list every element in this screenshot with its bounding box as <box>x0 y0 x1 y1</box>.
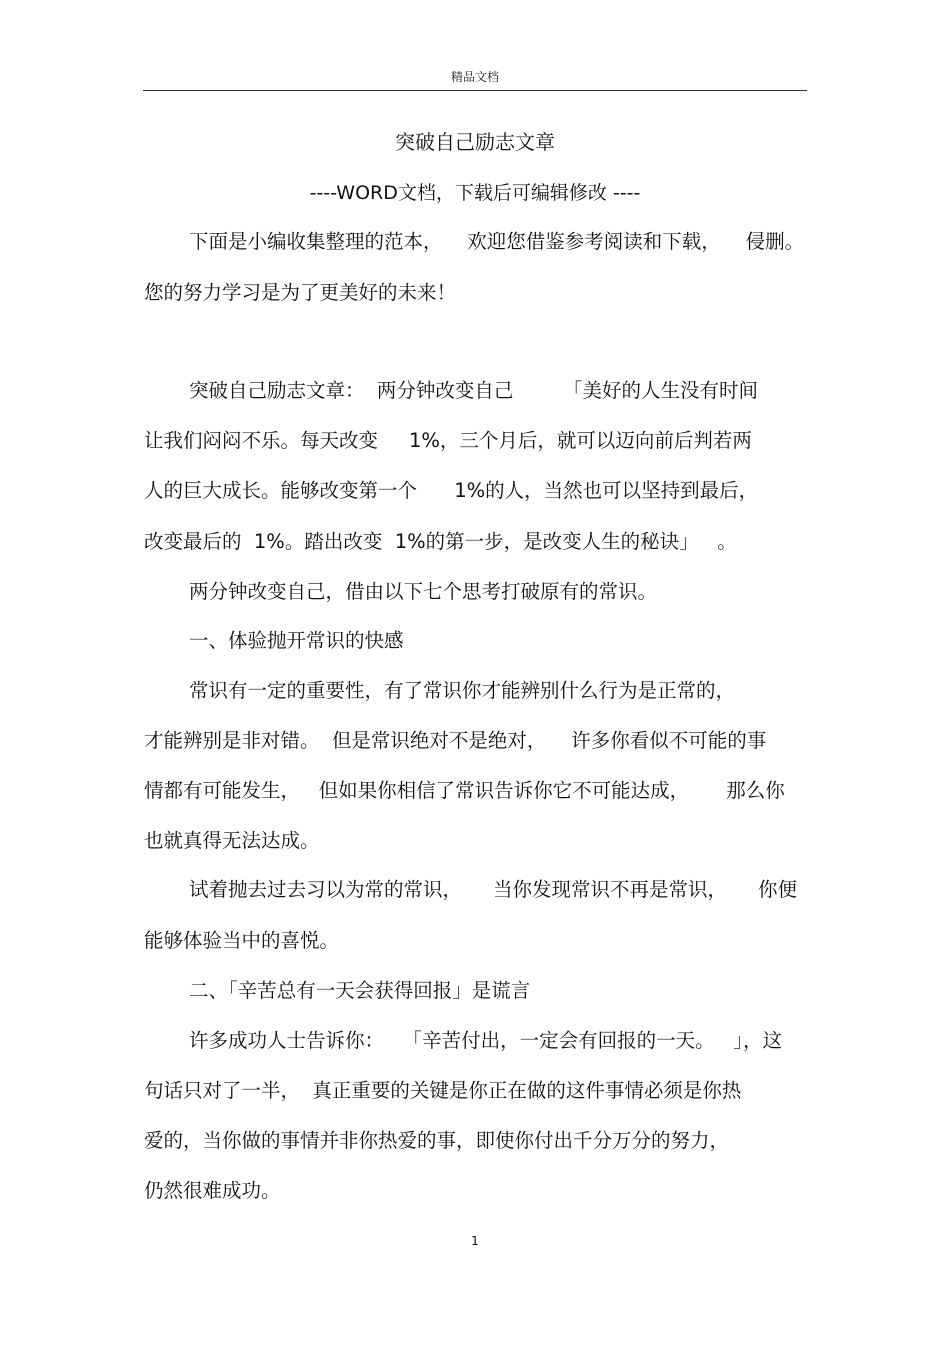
body-line: 改变最后的 1%。踏出改变 1%的第一步，是改变人生的秘诀」 。 <box>144 530 737 553</box>
body-line: 爱的，当你做的事情并非你热爱的事，即使你付出千分万分的努力， <box>144 1129 730 1152</box>
document-subtitle: ----WORD文档，下载后可编辑修改 ---- <box>309 182 641 204</box>
document-title: 突破自己励志文章 <box>395 130 555 154</box>
header-divider <box>143 90 807 91</box>
body-line: 情都有可能发生， 但如果你相信了常识告诉你它不可能达成， 那么你 <box>144 779 785 802</box>
body-line: 才能辨别是非对错。 但是常识绝对不是绝对， 许多你看似不可能的事 <box>144 729 767 752</box>
body-line: 人的巨大成长。能够改变第一个 1%的人，当然也可以坚持到最后， <box>144 479 759 502</box>
body-line: 句话只对了一半， 真正重要的关键是你正在做的这件事情必须是你热 <box>144 1079 742 1102</box>
header-text: 精品文档 <box>450 70 499 84</box>
section-heading: 一、体验抛开常识的快感 <box>189 629 404 652</box>
body-line: 两分钟改变自己，借由以下七个思考打破原有的常识。 <box>189 580 658 603</box>
body-line: 也就真得无法达成。 <box>144 829 320 852</box>
body-line: 仍然很难成功。 <box>144 1179 281 1202</box>
body-line: 您的努力学习是为了更美好的未来！ <box>144 281 457 304</box>
body-line: 试着抛去过去习以为常的常识， 当你发现常识不再是常识， 你便 <box>189 878 797 901</box>
body-line: 许多成功人士告诉你： 「辛苦付出，一定会有回报的一天。 」，这 <box>189 1029 782 1052</box>
body-line: 能够体验当中的喜悦。 <box>144 929 340 952</box>
body-line: 下面是小编收集整理的范本， 欢迎您借鉴参考阅读和下载， 侵删。 <box>189 230 805 253</box>
body-line: 让我们闷闷不乐。每天改变 1%，三个月后，就可以迈向前后判若两 <box>144 429 752 452</box>
section-heading: 二、「辛苦总有一天会获得回报」是谎言 <box>189 979 531 1002</box>
body-line: 常识有一定的重要性，有了常识你才能辨别什么行为是正常的， <box>189 679 736 702</box>
page-number: 1 <box>471 1234 479 1248</box>
body-line: 突破自己励志文章： 两分钟改变自己 「美好的人生没有时间 <box>189 379 758 402</box>
